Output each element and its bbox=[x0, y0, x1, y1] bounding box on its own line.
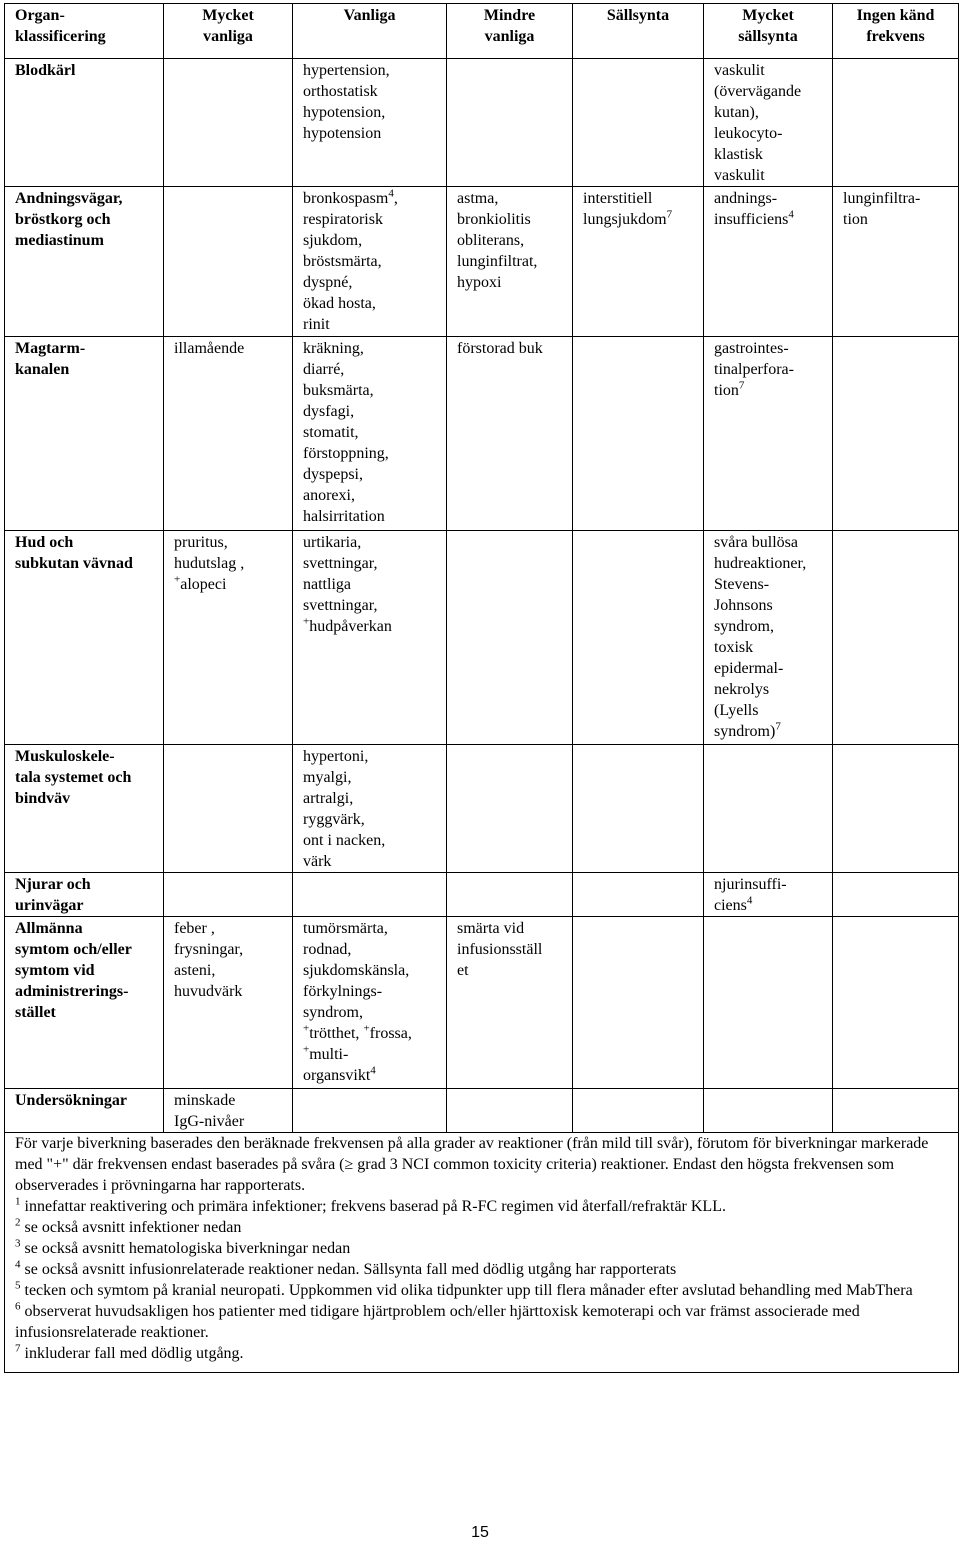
cell-mycket-sallsynta: svåra bullösa hudreaktioner, Stevens- Johnsons syndrom, toxisk epidermal- nekrolys (Lyells syndrom)$^7$ bbox=[704, 531, 833, 745]
table-row bbox=[5, 187, 959, 337]
cell-sallsynta bbox=[573, 1089, 704, 1133]
cell-ingen-kand bbox=[833, 745, 959, 873]
organ-cell: Andningsvägar, bröstkorg och mediastinum bbox=[5, 187, 164, 337]
footnote-item: $^4$ se också avsnitt infusionrelaterade reaktioner nedan. Sällsynta fall med dödlig utgång har rapporterats bbox=[15, 1258, 677, 1278]
cell-mindre-vanliga bbox=[447, 59, 573, 187]
footnote-item: $^3$ se också avsnitt hematologiska biverkningar nedan bbox=[15, 1237, 351, 1257]
organ-cell: Njurar och urinvägar bbox=[5, 873, 164, 917]
cell-mycket-sallsynta bbox=[704, 745, 833, 873]
cell-mycket-sallsynta: gastrointes- tinalperfora- tion$^7$ bbox=[704, 337, 833, 531]
cell-sallsynta bbox=[573, 745, 704, 873]
page-number: 15 bbox=[471, 1524, 489, 1541]
cell-mycket-vanliga: feber , frysningar, asteni, huvudvärk bbox=[164, 917, 293, 1089]
cell-ingen-kand bbox=[833, 59, 959, 187]
cell-sallsynta bbox=[573, 337, 704, 531]
cell-sallsynta bbox=[573, 531, 704, 745]
cell-mindre-vanliga bbox=[447, 1089, 573, 1133]
cell-mindre-vanliga: astma, bronkiolitis obliterans, lunginfiltrat, hypoxi bbox=[447, 187, 573, 337]
cell-mycket-vanliga: illamående bbox=[164, 337, 293, 531]
footnote-cell bbox=[5, 1133, 959, 1373]
footnote-item: $^2$ se också avsnitt infektioner nedan bbox=[15, 1216, 242, 1236]
cell-vanliga: bronkospasm$^4$, respiratorisk sjukdom, bröstsmärta, dyspné, ökad hosta, rinit bbox=[293, 187, 447, 337]
table-row bbox=[5, 1089, 959, 1133]
cell-ingen-kand: lunginfiltra- tion bbox=[833, 187, 959, 337]
footnote-row bbox=[5, 1133, 959, 1373]
footnote-intro: För varje biverkning baserades den beräknade frekvensen på alla grader av reaktioner (från mild till svår), förutom för biverkningar markerade med "+" där frekvensen endast baserades på svåra (≥ grad 3 NCI common toxicity criteria) reaktioner. Endast den högsta frekvensen som observerades i prövningarna har rapporterats. bbox=[15, 1135, 929, 1194]
cell-vanliga: kräkning, diarré, buksmärta, dysfagi, stomatit, förstoppning, dyspepsi, anorexi, halsirritation bbox=[293, 337, 447, 531]
col-header-mycket-sallsynta: Mycket sällsynta bbox=[704, 4, 833, 59]
footnote-item: $^5$ tecken och symtom på kranial neuropati. Uppkommen vid olika tidpunkter upp till flera månader efter avslutad behandling med MabThera bbox=[15, 1279, 913, 1299]
cell-vanliga: tumörsmärta, rodnad, sjukdomskänsla, förkylnings- syndrom, +trötthet, +frossa, +multi- organsvikt$^4$ bbox=[293, 917, 447, 1089]
organ-cell: Blodkärl bbox=[5, 59, 164, 187]
col-header-mycket-vanliga: Mycket vanliga bbox=[164, 4, 293, 59]
adverse-reactions-table bbox=[4, 3, 959, 1373]
cell-mycket-sallsynta: vaskulit (övervägande kutan), leukocyto- klastisk vaskulit bbox=[704, 59, 833, 187]
cell-mindre-vanliga bbox=[447, 531, 573, 745]
cell-sallsynta: interstitiell lungsjukdom$^7$ bbox=[573, 187, 704, 337]
cell-mindre-vanliga bbox=[447, 745, 573, 873]
organ-cell: Muskuloskele- tala systemet och bindväv bbox=[5, 745, 164, 873]
footnote-item: $^7$ inkluderar fall med dödlig utgång. bbox=[15, 1342, 244, 1362]
organ-cell: Magtarm- kanalen bbox=[5, 337, 164, 531]
table-row bbox=[5, 873, 959, 917]
cell-mycket-sallsynta bbox=[704, 1089, 833, 1133]
cell-mindre-vanliga: förstorad buk bbox=[447, 337, 573, 531]
header-row bbox=[5, 4, 959, 59]
col-header-ingen-kand: Ingen känd frekvens bbox=[833, 4, 959, 59]
cell-mindre-vanliga bbox=[447, 873, 573, 917]
cell-vanliga: hypertoni, myalgi, artralgi, ryggvärk, ont i nacken, värk bbox=[293, 745, 447, 873]
footnote-item: $^6$ observerat huvudsakligen hos patienter med tidigare hjärtproblem och/eller hjärttoxisk kemoterapi och var främst associerade med infusionsrelaterade reaktioner. bbox=[15, 1300, 860, 1341]
cell-mycket-vanliga bbox=[164, 59, 293, 187]
cell-mycket-vanliga: pruritus, hudutslag , +alopeci bbox=[164, 531, 293, 745]
adverse-reactions-sheet bbox=[4, 3, 958, 1373]
organ-cell: Undersökningar bbox=[5, 1089, 164, 1133]
cell-mycket-vanliga bbox=[164, 873, 293, 917]
cell-ingen-kand bbox=[833, 531, 959, 745]
organ-cell: Hud och subkutan vävnad bbox=[5, 531, 164, 745]
cell-ingen-kand bbox=[833, 917, 959, 1089]
footnote-item: $^1$ innefattar reaktivering och primära infektioner; frekvens baserad på R-FC regimen vid återfall/refraktär KLL. bbox=[15, 1195, 726, 1215]
cell-mycket-vanliga: minskade IgG-nivåer bbox=[164, 1089, 293, 1133]
cell-vanliga: hypertension, orthostatisk hypotension, hypotension bbox=[293, 59, 447, 187]
cell-mycket-vanliga bbox=[164, 745, 293, 873]
cell-mindre-vanliga: smärta vid infusionsställ et bbox=[447, 917, 573, 1089]
table-row bbox=[5, 59, 959, 187]
cell-ingen-kand bbox=[833, 873, 959, 917]
cell-vanliga: urtikaria, svettningar, nattliga svettningar, +hudpåverkan bbox=[293, 531, 447, 745]
col-header-sallsynta: Sällsynta bbox=[573, 4, 704, 59]
cell-sallsynta bbox=[573, 917, 704, 1089]
cell-sallsynta bbox=[573, 59, 704, 187]
cell-mycket-vanliga bbox=[164, 187, 293, 337]
cell-ingen-kand bbox=[833, 1089, 959, 1133]
table-row bbox=[5, 531, 959, 745]
cell-vanliga bbox=[293, 1089, 447, 1133]
table-row bbox=[5, 917, 959, 1089]
table-row bbox=[5, 337, 959, 531]
cell-sallsynta bbox=[573, 873, 704, 917]
cell-mycket-sallsynta bbox=[704, 917, 833, 1089]
col-header-vanliga: Vanliga bbox=[293, 4, 447, 59]
organ-cell: Allmänna symtom och/eller symtom vid administrerings- stället bbox=[5, 917, 164, 1089]
table-row bbox=[5, 745, 959, 873]
col-header-mindre-vanliga: Mindre vanliga bbox=[447, 4, 573, 59]
cell-mycket-sallsynta: andnings- insufficiens$^4$ bbox=[704, 187, 833, 337]
cell-mycket-sallsynta: njurinsuffi- ciens$^4$ bbox=[704, 873, 833, 917]
col-header-organ: Organ- klassificering bbox=[5, 4, 164, 59]
cell-ingen-kand bbox=[833, 337, 959, 531]
cell-vanliga bbox=[293, 873, 447, 917]
